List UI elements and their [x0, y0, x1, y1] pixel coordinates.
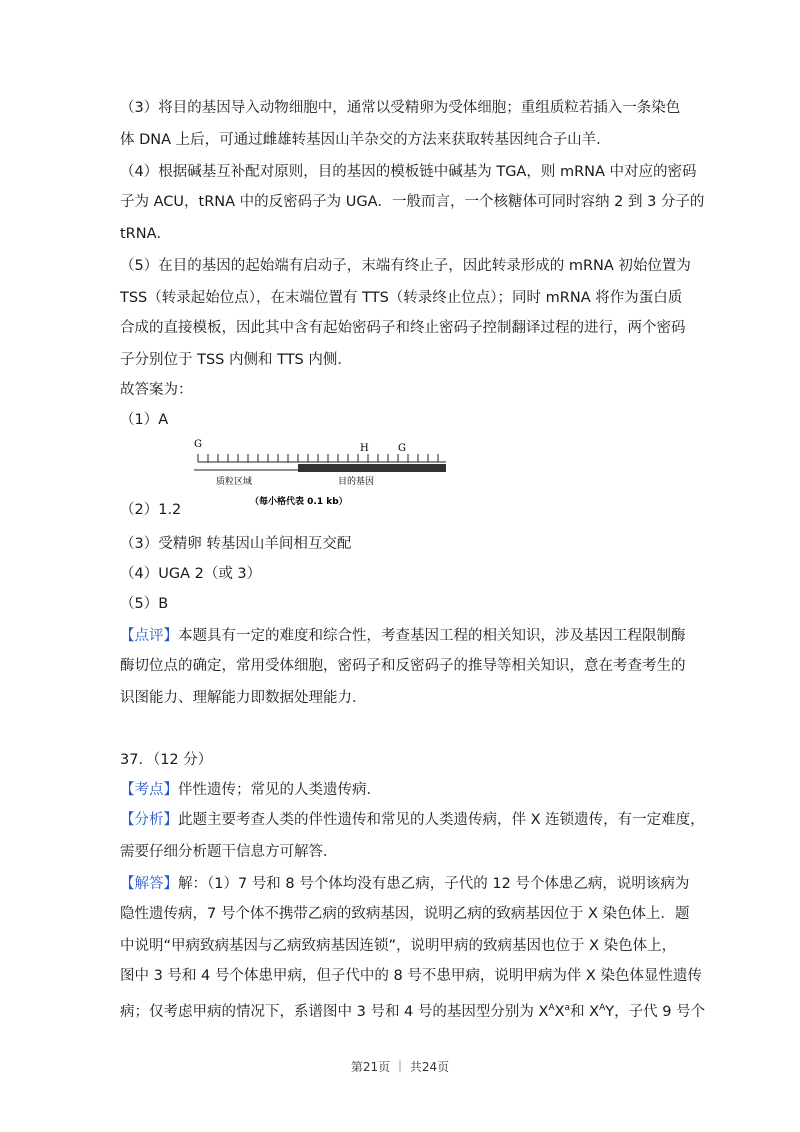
answer-4: （4）UGA 2（或 3）	[120, 566, 262, 582]
question-37-header: 37．（12 分）	[120, 752, 213, 768]
comment-line: 酶切位点的确定，常用受体细胞，密码子和反密码子的推导等相关知识，意在考查考生的	[120, 658, 686, 674]
footer-separator: ｜	[393, 1060, 406, 1074]
scale-note: （每小格代表 0.1 kb）	[250, 497, 348, 507]
comment-line: 【点评】本题具有一定的难度和综合性，考查基因工程的相关知识，涉及基因工程限制酶	[120, 628, 686, 644]
answer-2: （2）1.2	[120, 502, 182, 518]
kaodian-line: 【考点】伴性遗传；常见的人类遗传病．	[120, 782, 381, 798]
fenxi-line: 需要仔细分析题干信息方可解答．	[120, 844, 338, 860]
jieda-line: 隐性遗传病，7 号个体不携带乙病的致病基因，说明乙病的致病基因位于 X 染色体上．题	[120, 906, 690, 922]
text-line: （4）根据碱基互补配对原则，目的基因的模板链中碱基为 TGA，则 mRNA 中对应的密码	[120, 164, 697, 180]
comment-tag: 【点评】	[120, 628, 178, 644]
comment-line: 识图能力、理解能力即数据处理能力．	[120, 690, 367, 706]
page-number: 第21页	[350, 1060, 391, 1074]
jieda-line: 病；仅考虑甲病的情况下，系谱图中 3 号和 4 号的基因型分别为 $X^AX^a$和 $X^AY$，子代 9 号个	[120, 1003, 706, 1020]
kaodian-tag: 【考点】	[120, 782, 178, 798]
label-g-right: G	[398, 443, 406, 454]
text-line: （3）将目的基因导入动物细胞中，通常以受精卵为受体细胞；重组质粒若插入一条染色	[120, 100, 681, 116]
jieda-tag: 【解答】	[120, 876, 178, 892]
plasmid-map-figure	[190, 436, 452, 514]
jieda-line: 【解答】解：（1）7 号和 8 号个体均没有患乙病，子代的 12 号个体患乙病，说明该病为	[120, 876, 690, 892]
label-g-left: G	[194, 439, 202, 450]
target-gene-bar	[298, 464, 446, 472]
text-line: TSS（转录起始位点），在末端位置有 TTS（转录终止位点）；同时 mRNA 将作为蛋白质	[120, 290, 683, 306]
fenxi-tag: 【分析】	[120, 812, 178, 828]
text-line: （5）在目的基因的起始端有启动子，末端有终止子，因此转录形成的 mRNA 初始位置为	[120, 258, 691, 274]
answer-1: （1）A	[120, 412, 169, 428]
text-line: 合成的直接模板，因此其中含有起始密码子和终止密码子控制翻译过程的进行，两个密码	[120, 320, 686, 336]
text-line: 子为 ACU，tRNA 中的反密码子为 UGA．一般而言，一个核糖体可同时容纳 2 到 3 分子的	[120, 194, 705, 210]
text-line: 体 DNA 上后，可通过雌雄转基因山羊杂交的方法来获取转基因纯合子山羊．	[120, 132, 611, 148]
answer-3: （3）受精卵 转基因山羊间相互交配	[120, 536, 352, 552]
answer-header: 故答案为：	[120, 382, 193, 398]
jieda-line: 图中 3 号和 4 号个体患甲病，但子代中的 8 号不患甲病，说明甲病为伴 X 染色体显性遗传	[120, 968, 702, 984]
answer-5: （5）B	[120, 596, 169, 612]
target-gene-label: 目的基因	[338, 477, 375, 487]
page-footer	[0, 1058, 800, 1075]
label-h: H	[360, 443, 369, 454]
scale-ticks	[198, 454, 438, 462]
plasmid-region-label: 质粒区域	[216, 477, 253, 487]
fenxi-line: 【分析】此题主要考查人类的伴性遗传和常见的人类遗传病，伴 X 连锁遗传，有一定难度，	[120, 812, 705, 828]
jieda-line: 中说明“甲病致病基因与乙病致病基因连锁”，说明甲病的致病基因也位于 X 染色体上，	[120, 938, 677, 954]
page-total: 共24页	[409, 1060, 450, 1074]
text-line: 子分别位于 TSS 内侧和 TTS 内侧．	[120, 352, 352, 368]
text-line: tRNA．	[120, 226, 172, 242]
